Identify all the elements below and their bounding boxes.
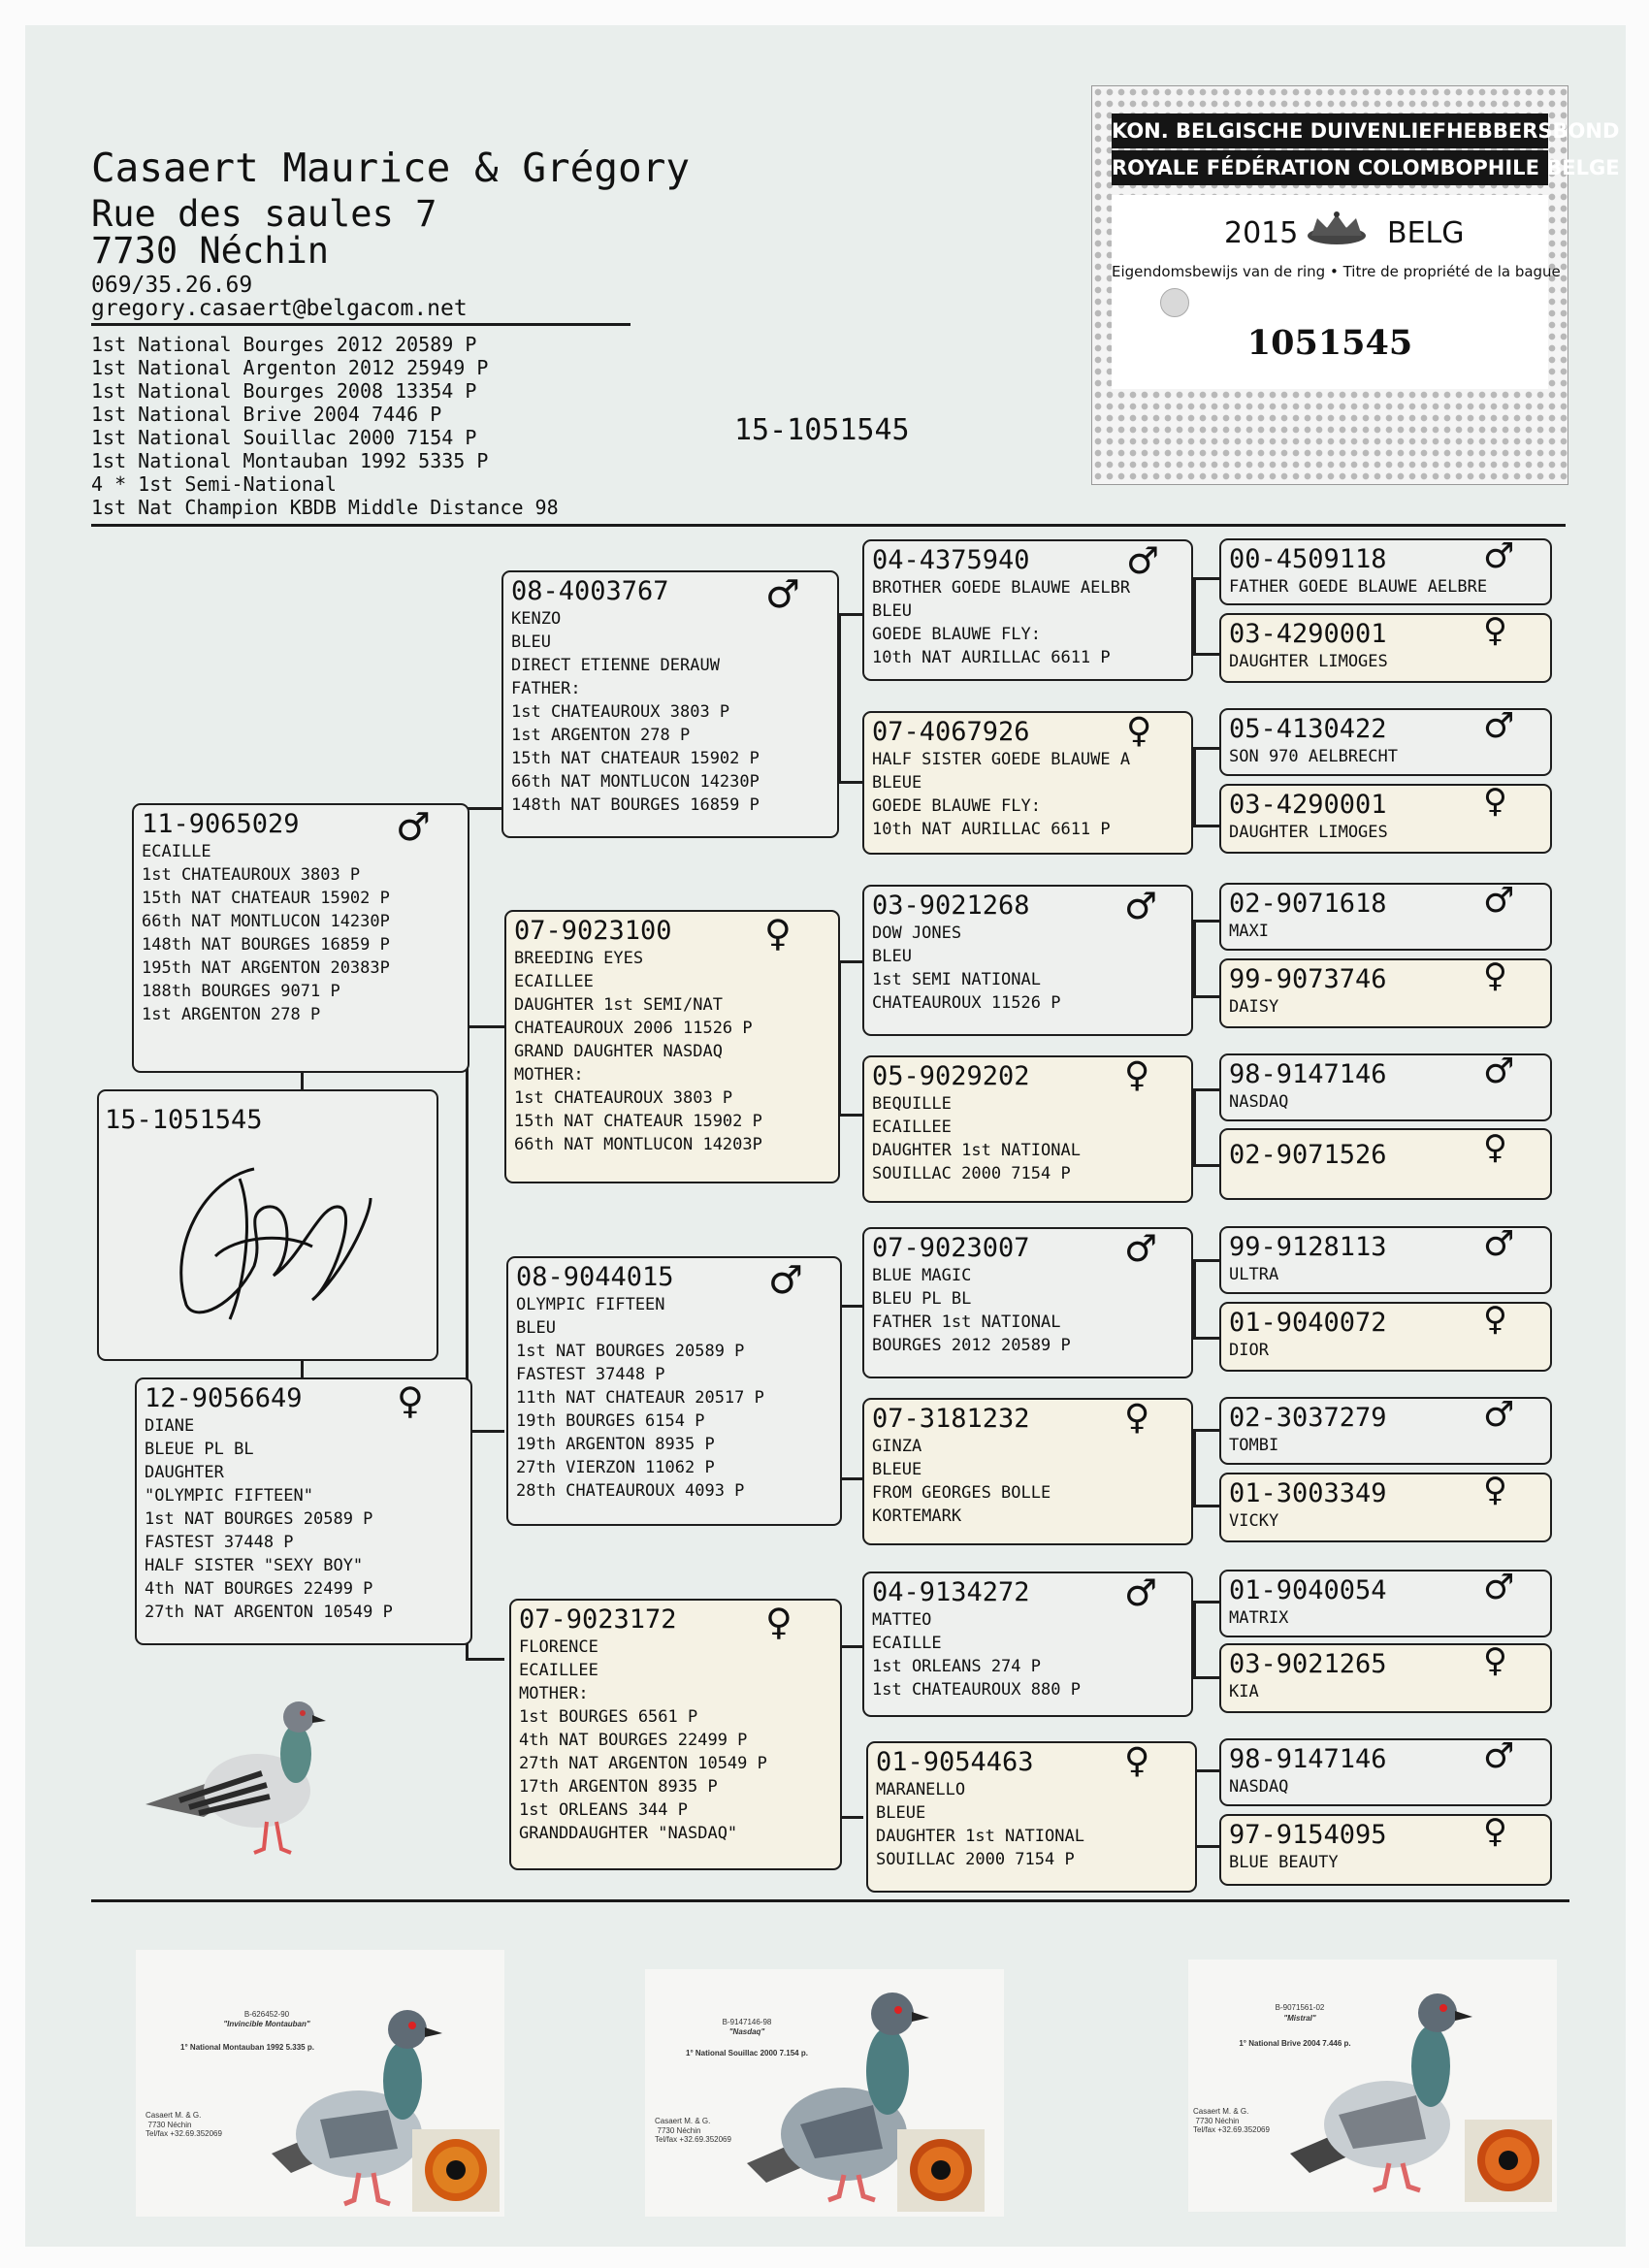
g4-box-5 bbox=[1219, 883, 1552, 951]
info-line: MAXI bbox=[1229, 922, 1269, 941]
g3-box-1 bbox=[862, 539, 1193, 681]
ring-number: 01-9040054 bbox=[1229, 1575, 1387, 1605]
g4-box-4 bbox=[1219, 784, 1552, 854]
info-line: BLEU bbox=[511, 632, 551, 652]
info-line: 15th NAT CHATEAUR 15902 P bbox=[514, 1112, 762, 1131]
info-line: ECAILLEE bbox=[519, 1661, 598, 1680]
ring-certificate bbox=[1091, 85, 1620, 485]
info-line: FATHER 1st NATIONAL bbox=[872, 1312, 1061, 1332]
info-line: MARANELLO bbox=[876, 1780, 966, 1799]
connector-line bbox=[838, 781, 863, 784]
female-symbol-icon: ♀ bbox=[1483, 611, 1507, 650]
info-line: GRANDDAUGHTER "NASDAQ" bbox=[519, 1824, 738, 1843]
info-line: 27th NAT ARGENTON 10549 P bbox=[145, 1603, 393, 1622]
info-line: 66th NAT MONTLUCON 14203P bbox=[514, 1135, 762, 1154]
info-line: MOTHER: bbox=[514, 1065, 584, 1085]
info-line: GOEDE BLAUWE FLY: bbox=[872, 796, 1041, 816]
info-line: CHATEAUROUX 11526 P bbox=[872, 993, 1061, 1013]
info-line: DIOR bbox=[1229, 1341, 1269, 1360]
g4-box-3 bbox=[1219, 708, 1552, 776]
info-line: ECAILLE bbox=[872, 1634, 942, 1653]
signature-icon bbox=[147, 1140, 400, 1334]
info-line: BLEU bbox=[872, 947, 912, 966]
male-symbol-icon: ♂ bbox=[1483, 1568, 1515, 1607]
info-line: ECAILLEE bbox=[872, 1118, 952, 1137]
photo-card-3 bbox=[1188, 1960, 1557, 2212]
connector-line bbox=[1193, 1676, 1220, 1679]
crown-icon bbox=[1306, 211, 1368, 251]
ring-number: 08-4003767 bbox=[511, 576, 669, 606]
male-symbol-icon: ♂ bbox=[1483, 881, 1515, 921]
male-symbol-icon: ♂ bbox=[1124, 1227, 1158, 1270]
subject-box bbox=[97, 1089, 438, 1361]
info-line: BEQUILLE bbox=[872, 1094, 952, 1114]
pigeon-icon bbox=[146, 1676, 330, 1870]
female-symbol-icon: ♀ bbox=[1124, 1741, 1150, 1781]
g4-box-13 bbox=[1219, 1570, 1552, 1637]
connector-line bbox=[1193, 1337, 1220, 1340]
info-line: SON 970 AELBRECHT bbox=[1229, 747, 1398, 766]
info-line: 195th NAT ARGENTON 20383P bbox=[142, 958, 390, 978]
dam-sire-box bbox=[506, 1256, 842, 1526]
certificate-title-nl: KON. BELGISCHE DUIVENLIEFHEBBERSBOND bbox=[1112, 113, 1548, 148]
g3-box-4 bbox=[862, 1055, 1193, 1203]
info-line: MOTHER: bbox=[519, 1684, 589, 1703]
connector-line bbox=[466, 1658, 504, 1661]
sire-sire-box bbox=[501, 570, 839, 838]
info-line: 4th NAT BOURGES 22499 P bbox=[145, 1579, 373, 1599]
info-line: GINZA bbox=[872, 1437, 922, 1456]
ring-number: 05-4130422 bbox=[1229, 714, 1387, 744]
g4-box-14 bbox=[1219, 1643, 1552, 1713]
female-symbol-icon: ♀ bbox=[1124, 1055, 1150, 1095]
info-line: BROTHER GOEDE BLAUWE AELBR bbox=[872, 578, 1131, 598]
ring-number: 15-1051545 bbox=[734, 413, 910, 447]
caption-text: 1st National Bourges 2012 20589 P bbox=[91, 333, 477, 356]
info-line: KORTEMARK bbox=[872, 1507, 962, 1526]
info-line: FATHER GOEDE BLAUWE AELBRE bbox=[1229, 577, 1488, 597]
certificate-subtitle: Eigendomsbewijs van de ring • Titre de propriété de la bague bbox=[1112, 263, 1561, 280]
caption-text: 1° National Montauban 1992 5.335 p. bbox=[180, 2043, 314, 2052]
ring-number: 03-9021268 bbox=[872, 891, 1030, 921]
female-symbol-icon: ♀ bbox=[1483, 1641, 1507, 1680]
info-line: CHATEAUROUX 2006 11526 P bbox=[514, 1019, 753, 1038]
caption-text: 1° National Brive 2004 7.446 p. bbox=[1239, 2039, 1351, 2048]
connector-line bbox=[838, 1114, 863, 1117]
caption-text: 1st National Souillac 2000 7154 P bbox=[91, 426, 477, 449]
female-symbol-icon: ♀ bbox=[1483, 1471, 1507, 1509]
info-line: 148th NAT BOURGES 16859 P bbox=[142, 935, 390, 955]
info-line: ULTRA bbox=[1229, 1265, 1279, 1284]
connector-line bbox=[1193, 1429, 1196, 1507]
info-line: 28th CHATEAUROUX 4093 P bbox=[516, 1481, 745, 1501]
ring-number: 02-9071618 bbox=[1229, 889, 1387, 919]
info-line: GOEDE BLAUWE FLY: bbox=[872, 625, 1041, 644]
connector-line bbox=[1193, 1164, 1220, 1167]
info-line: 27th NAT ARGENTON 10549 P bbox=[519, 1754, 767, 1773]
connector-line bbox=[1193, 1769, 1220, 1772]
info-line: FASTEST 37448 P bbox=[516, 1365, 665, 1384]
caption-text: B-9071561-02 bbox=[1275, 2003, 1325, 2012]
info-line: 1st ARGENTON 278 P bbox=[511, 726, 691, 745]
info-line: 66th NAT MONTLUCON 14230P bbox=[511, 772, 760, 792]
connector-line bbox=[301, 1359, 304, 1378]
info-line: 1st ARGENTON 278 P bbox=[142, 1005, 321, 1024]
info-line: BLEU bbox=[516, 1318, 556, 1338]
ring-number: 04-4375940 bbox=[872, 545, 1030, 575]
info-line: MATTEO bbox=[872, 1610, 932, 1630]
connector-line bbox=[1193, 577, 1196, 655]
caption-text: Tel/fax +32.69.352069 bbox=[146, 2129, 222, 2138]
ring-number: 11-9065029 bbox=[142, 809, 300, 839]
ring-number: 07-9023007 bbox=[872, 1233, 1030, 1263]
male-symbol-icon: ♂ bbox=[1124, 1571, 1158, 1614]
dam-box bbox=[135, 1377, 472, 1645]
info-line: 1st CHATEAUROUX 3803 P bbox=[511, 702, 730, 722]
ring-number: 07-9023100 bbox=[514, 916, 672, 946]
ring-number: 05-9029202 bbox=[872, 1061, 1030, 1091]
male-symbol-icon: ♂ bbox=[1126, 539, 1160, 582]
connector-line bbox=[1193, 825, 1220, 827]
female-symbol-icon: ♀ bbox=[1126, 711, 1152, 751]
female-symbol-icon: ♀ bbox=[1483, 1300, 1507, 1339]
ring-number: 12-9056649 bbox=[145, 1383, 303, 1413]
info-line: GRAND DAUGHTER NASDAQ bbox=[514, 1042, 723, 1061]
female-symbol-icon: ♀ bbox=[764, 912, 792, 955]
caption-text: 1st National Bourges 2008 13354 P bbox=[91, 379, 477, 403]
info-line: DAUGHTER 1st NATIONAL bbox=[872, 1141, 1081, 1160]
caption-text: 7730 Néchin bbox=[1195, 2117, 1240, 2125]
owner-city: 7730 Néchin bbox=[91, 230, 330, 272]
connector-line bbox=[1193, 1088, 1196, 1166]
owner-street: Rue des saules 7 bbox=[91, 193, 437, 235]
sire-dam-box bbox=[504, 910, 840, 1183]
info-line: MATRIX bbox=[1229, 1608, 1289, 1628]
ring-number: 08-9044015 bbox=[516, 1262, 674, 1292]
pigeon-icon bbox=[1280, 1969, 1474, 2202]
male-symbol-icon: ♂ bbox=[1483, 1224, 1515, 1264]
connector-line bbox=[1193, 920, 1220, 923]
info-line: BLEUE bbox=[872, 1460, 922, 1479]
connector-line bbox=[838, 960, 863, 963]
ring-number: 02-9071526 bbox=[1229, 1140, 1387, 1170]
connector-line bbox=[1193, 747, 1196, 826]
dam-dam-box bbox=[509, 1599, 842, 1870]
male-symbol-icon: ♂ bbox=[768, 1258, 803, 1303]
connector-line bbox=[301, 1072, 304, 1091]
info-line: 1st CHATEAUROUX 3803 P bbox=[142, 865, 361, 885]
ring-number: 04-9134272 bbox=[872, 1577, 1030, 1607]
g4-box-16 bbox=[1219, 1814, 1552, 1886]
g3-box-3 bbox=[862, 885, 1193, 1036]
sire-box bbox=[132, 803, 469, 1073]
photo-card-2 bbox=[645, 1969, 1004, 2217]
g3-box-7 bbox=[862, 1571, 1193, 1717]
caption-text: 1st National Brive 2004 7446 P bbox=[91, 403, 442, 426]
connector-line bbox=[1193, 1505, 1220, 1507]
g4-box-7 bbox=[1219, 1053, 1552, 1121]
info-line: FROM GEORGES BOLLE bbox=[872, 1483, 1051, 1503]
ring-number: 07-3181232 bbox=[872, 1404, 1030, 1434]
ring-number: 01-9054463 bbox=[876, 1747, 1034, 1777]
info-line: 1st ORLEANS 274 P bbox=[872, 1657, 1041, 1676]
g4-box-11 bbox=[1219, 1397, 1552, 1465]
male-symbol-icon: ♂ bbox=[765, 572, 800, 617]
info-line: 1st BOURGES 6561 P bbox=[519, 1707, 698, 1727]
caption-text: 1st Nat Champion KBDB Middle Distance 98 bbox=[91, 496, 559, 519]
female-symbol-icon: ♀ bbox=[1483, 1128, 1507, 1167]
g4-box-8 bbox=[1219, 1128, 1552, 1200]
info-line: HALF SISTER "SEXY BOY" bbox=[145, 1556, 364, 1575]
info-line: "OLYMPIC FIFTEEN" bbox=[145, 1486, 313, 1506]
caption-text: 1st National Argenton 2012 25949 P bbox=[91, 356, 489, 379]
info-line: 27th VIERZON 11062 P bbox=[516, 1458, 715, 1477]
info-line: 10th NAT AURILLAC 6611 P bbox=[872, 820, 1111, 839]
male-symbol-icon: ♂ bbox=[1483, 1052, 1515, 1091]
g4-box-10 bbox=[1219, 1302, 1552, 1372]
info-line: 1st NAT BOURGES 20589 P bbox=[516, 1342, 745, 1361]
info-line: BREEDING EYES bbox=[514, 949, 644, 968]
info-line: BLEUE bbox=[872, 773, 922, 793]
male-symbol-icon: ♂ bbox=[1124, 885, 1158, 927]
info-line: 148th NAT BOURGES 16859 P bbox=[511, 795, 760, 815]
female-symbol-icon: ♀ bbox=[1124, 1398, 1150, 1438]
ring-number: 01-3003349 bbox=[1229, 1478, 1387, 1508]
ring-number: 15-1051545 bbox=[105, 1105, 263, 1135]
connector-line bbox=[1193, 1259, 1220, 1262]
pigeon-eye-icon bbox=[412, 2129, 500, 2212]
info-line: BLEU bbox=[872, 601, 912, 621]
info-line: KIA bbox=[1229, 1682, 1259, 1701]
info-line: 1st SEMI NATIONAL bbox=[872, 970, 1041, 989]
g4-box-9 bbox=[1219, 1226, 1552, 1294]
info-line: FLORENCE bbox=[519, 1637, 598, 1657]
ring-number: 98-9147146 bbox=[1229, 1059, 1387, 1089]
info-line: NASDAQ bbox=[1229, 1092, 1289, 1112]
info-line: BLEUE PL BL bbox=[145, 1440, 254, 1459]
info-line: 1st NAT BOURGES 20589 P bbox=[145, 1509, 373, 1529]
ring-number: 99-9073746 bbox=[1229, 964, 1387, 994]
header-rule bbox=[91, 323, 630, 326]
pedigree-bottom-rule bbox=[91, 1899, 1569, 1902]
info-line: DAUGHTER 1st NATIONAL bbox=[876, 1827, 1084, 1846]
g4-box-15 bbox=[1219, 1738, 1552, 1806]
caption-text: Tel/fax +32.69.352069 bbox=[1193, 2125, 1270, 2134]
info-line: FASTEST 37448 P bbox=[145, 1533, 294, 1552]
caption-text: Casaert M. & G. bbox=[146, 2111, 202, 2120]
info-line: 17th ARGENTON 8935 P bbox=[519, 1777, 718, 1797]
owner-name: Casaert Maurice & Grégory bbox=[91, 145, 691, 191]
caption-text: Casaert M. & G. bbox=[1193, 2107, 1249, 2116]
caption-text: "Mistral" bbox=[1283, 2014, 1316, 2023]
info-line: ECAILLE bbox=[142, 842, 211, 861]
connector-line bbox=[1193, 1429, 1220, 1432]
connector-line bbox=[1193, 1601, 1196, 1678]
connector-line bbox=[1193, 1259, 1196, 1339]
connector-line bbox=[1193, 653, 1220, 656]
info-line: BLUE MAGIC bbox=[872, 1266, 972, 1285]
ring-number: 97-9154095 bbox=[1229, 1820, 1387, 1850]
caption-text: "Nasdaq" bbox=[728, 2027, 765, 2036]
info-line: 1st CHATEAUROUX 3803 P bbox=[514, 1088, 733, 1108]
g4-box-6 bbox=[1219, 958, 1552, 1028]
g3-box-5 bbox=[862, 1227, 1193, 1378]
ring-number: 00-4509118 bbox=[1229, 544, 1387, 574]
pigeon-eye-icon bbox=[1465, 2120, 1552, 2202]
owner-email: gregory.casaert@belgacom.net bbox=[91, 296, 468, 321]
info-line: VICKY bbox=[1229, 1511, 1279, 1531]
female-symbol-icon: ♀ bbox=[1483, 956, 1507, 995]
caption-text: "Invincible Montauban" bbox=[223, 2020, 310, 2028]
info-line: HALF SISTER GOEDE BLAUWE A bbox=[872, 750, 1131, 769]
ring-number: 03-4290001 bbox=[1229, 790, 1387, 820]
info-line: 11th NAT CHATEAUR 20517 P bbox=[516, 1388, 764, 1408]
caption-text: 7730 Néchin bbox=[657, 2126, 701, 2135]
connector-line bbox=[1193, 995, 1220, 998]
certificate-title-fr: ROYALE FÉDÉRATION COLOMBOPHILE BELGE bbox=[1112, 150, 1548, 185]
connector-line bbox=[466, 807, 504, 810]
male-symbol-icon: ♂ bbox=[1483, 536, 1515, 576]
g3-box-6 bbox=[862, 1398, 1193, 1545]
info-line: 1st CHATEAUROUX 880 P bbox=[872, 1680, 1081, 1700]
caption-text: 1st National Montauban 1992 5335 P bbox=[91, 449, 489, 472]
info-line: 15th NAT CHATEAUR 15902 P bbox=[142, 889, 390, 908]
pigeon-eye-icon bbox=[897, 2129, 985, 2212]
owner-phone: 069/35.26.69 bbox=[91, 273, 253, 298]
connector-line bbox=[1193, 1088, 1220, 1091]
punch-hole bbox=[1160, 288, 1189, 317]
certificate-country: BELG bbox=[1387, 216, 1465, 250]
g3-box-2 bbox=[862, 711, 1193, 855]
g4-box-2 bbox=[1219, 613, 1552, 683]
info-line: KENZO bbox=[511, 609, 562, 629]
info-line: FATHER: bbox=[511, 679, 581, 698]
connector-line bbox=[838, 613, 863, 616]
connector-line bbox=[1193, 747, 1220, 750]
ring-number: 99-9128113 bbox=[1229, 1232, 1387, 1262]
caption-text: B-626452-90 bbox=[243, 2010, 290, 2019]
male-symbol-icon: ♂ bbox=[396, 805, 431, 850]
info-line: DIRECT ETIENNE DERAUW bbox=[511, 656, 720, 675]
photo-card-1 bbox=[136, 1950, 504, 2217]
info-line: BLEU PL BL bbox=[872, 1289, 972, 1309]
info-line: DAISY bbox=[1229, 997, 1279, 1017]
info-line: OLYMPIC FIFTEEN bbox=[516, 1295, 665, 1314]
caption-text: 7730 Néchin bbox=[147, 2121, 192, 2129]
info-line: DAUGHTER LIMOGES bbox=[1229, 652, 1388, 671]
info-line: 19th ARGENTON 8935 P bbox=[516, 1435, 715, 1454]
info-line: 1st ORLEANS 344 P bbox=[519, 1800, 688, 1820]
connector-line bbox=[1193, 577, 1220, 580]
connector-line bbox=[1193, 920, 1196, 997]
pedigree-top-rule bbox=[91, 524, 1566, 527]
certificate-year: 2015 bbox=[1224, 216, 1299, 250]
info-line: 66th NAT MONTLUCON 14230P bbox=[142, 912, 390, 931]
info-line: TOMBI bbox=[1229, 1436, 1279, 1455]
info-line: 19th BOURGES 6154 P bbox=[516, 1411, 705, 1431]
info-line: SOUILLAC 2000 7154 P bbox=[872, 1164, 1071, 1183]
male-symbol-icon: ♂ bbox=[1483, 1395, 1515, 1435]
info-line: 4th NAT BOURGES 22499 P bbox=[519, 1731, 748, 1750]
male-symbol-icon: ♂ bbox=[1483, 1736, 1515, 1776]
male-symbol-icon: ♂ bbox=[1483, 706, 1515, 746]
info-line: NASDAQ bbox=[1229, 1777, 1289, 1797]
g4-box-1 bbox=[1219, 538, 1552, 605]
info-line: DAUGHTER 1st SEMI/NAT bbox=[514, 995, 723, 1015]
caption-text: Casaert M. & G. bbox=[655, 2117, 711, 2125]
female-symbol-icon: ♀ bbox=[765, 1601, 792, 1643]
female-symbol-icon: ♀ bbox=[397, 1379, 424, 1422]
info-line: 188th BOURGES 9071 P bbox=[142, 982, 340, 1001]
caption-text: 1° National Souillac 2000 7.154 p. bbox=[686, 2049, 808, 2057]
ring-number: 07-4067926 bbox=[872, 717, 1030, 747]
info-line: ECAILLEE bbox=[514, 972, 594, 991]
info-line: DAUGHTER bbox=[145, 1463, 224, 1482]
certificate-number: 1051545 bbox=[1246, 323, 1413, 363]
ring-number: 03-4290001 bbox=[1229, 619, 1387, 649]
female-symbol-icon: ♀ bbox=[1483, 782, 1507, 821]
caption-text: 4 * 1st Semi-National bbox=[91, 472, 337, 496]
connector-line bbox=[1193, 1601, 1220, 1604]
ring-number: 03-9021265 bbox=[1229, 1649, 1387, 1679]
g4-box-12 bbox=[1219, 1473, 1552, 1542]
ring-number: 01-9040072 bbox=[1229, 1308, 1387, 1338]
info-line: DAUGHTER LIMOGES bbox=[1229, 823, 1388, 842]
info-line: 10th NAT AURILLAC 6611 P bbox=[872, 648, 1111, 667]
info-line: DOW JONES bbox=[872, 923, 962, 943]
results-list bbox=[91, 333, 559, 519]
ring-number: 98-9147146 bbox=[1229, 1744, 1387, 1774]
g3-box-8 bbox=[866, 1741, 1197, 1893]
info-line: BOURGES 2012 20589 P bbox=[872, 1336, 1071, 1355]
connector-line bbox=[1193, 1845, 1220, 1848]
caption-text: B-9147146-98 bbox=[722, 2018, 772, 2026]
info-line: SOUILLAC 2000 7154 P bbox=[876, 1850, 1075, 1869]
ring-number: 02-3037279 bbox=[1229, 1403, 1387, 1433]
info-line: BLEUE bbox=[876, 1803, 926, 1823]
ring-number: 07-9023172 bbox=[519, 1604, 677, 1635]
info-line: 15th NAT CHATEAUR 15902 P bbox=[511, 749, 760, 768]
female-symbol-icon: ♀ bbox=[1483, 1812, 1507, 1851]
connector-line bbox=[466, 1025, 504, 1028]
caption-text: Tel/fax +32.69.352069 bbox=[655, 2135, 731, 2144]
info-line: BLUE BEAUTY bbox=[1229, 1853, 1339, 1872]
info-line: DIANE bbox=[145, 1416, 195, 1436]
